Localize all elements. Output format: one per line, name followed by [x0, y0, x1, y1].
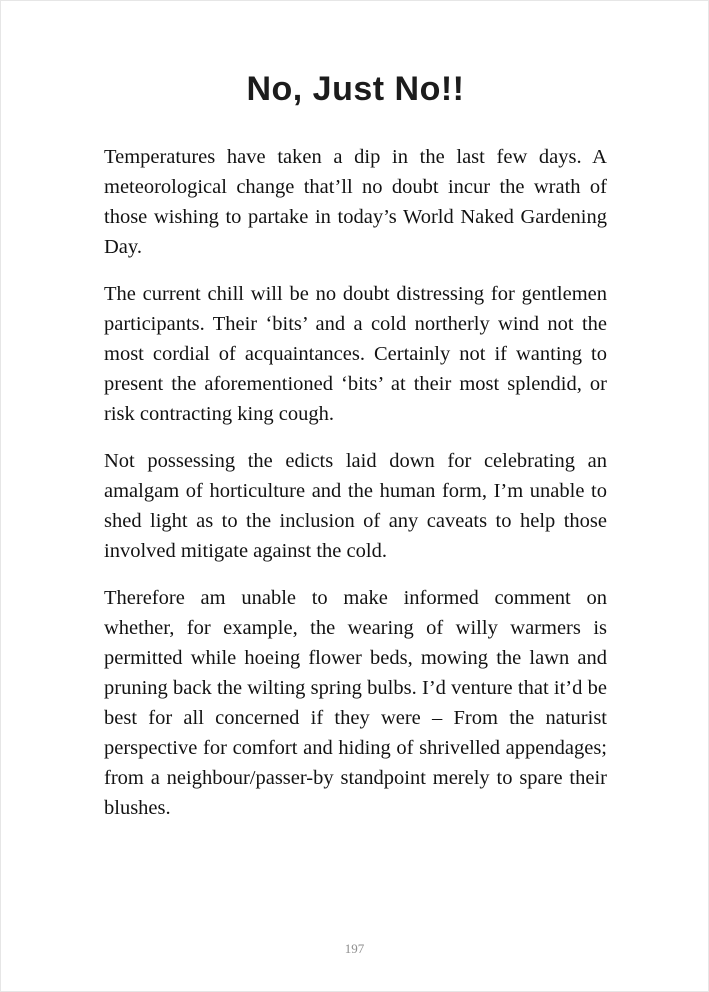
paragraph: Therefore am unable to make informed comment on whether, for example, the wearing of willy warmers is permitted while hoeing flower beds, mowing the lawn and pruning back the wilting spring bulbs. I’d venture that it’d be best for all concerned if they were – From the naturist perspective for comfort and hiding of shrivelled appendages; from a neighbour/passer-by standpoint merely to spare their blushes.: [104, 587, 607, 820]
page-number: 197: [344, 941, 365, 956]
body-text: [104, 142, 607, 823]
page-title: No, Just No!!: [246, 70, 465, 108]
paragraph: Temperatures have taken a dip in the last few days. A meteorological change that’ll no doubt incur the wrath of those wishing to partake in today’s World Naked Gardening Day.: [104, 146, 607, 259]
paragraph: Not possessing the edicts laid down for celebrating an amalgam of horticulture and the human form, I’m unable to shed light as to the inclusion of any caveats to help those involved mitigate against the cold.: [104, 450, 607, 563]
paragraph: The current chill will be no doubt distressing for gentlemen participants. Their ‘bits’ and a cold northerly wind not the most cordial of acquaintances. Certainly not if wanting to present the aforementioned ‘bits’ at their most splendid, or risk contracting king cough.: [104, 283, 607, 426]
